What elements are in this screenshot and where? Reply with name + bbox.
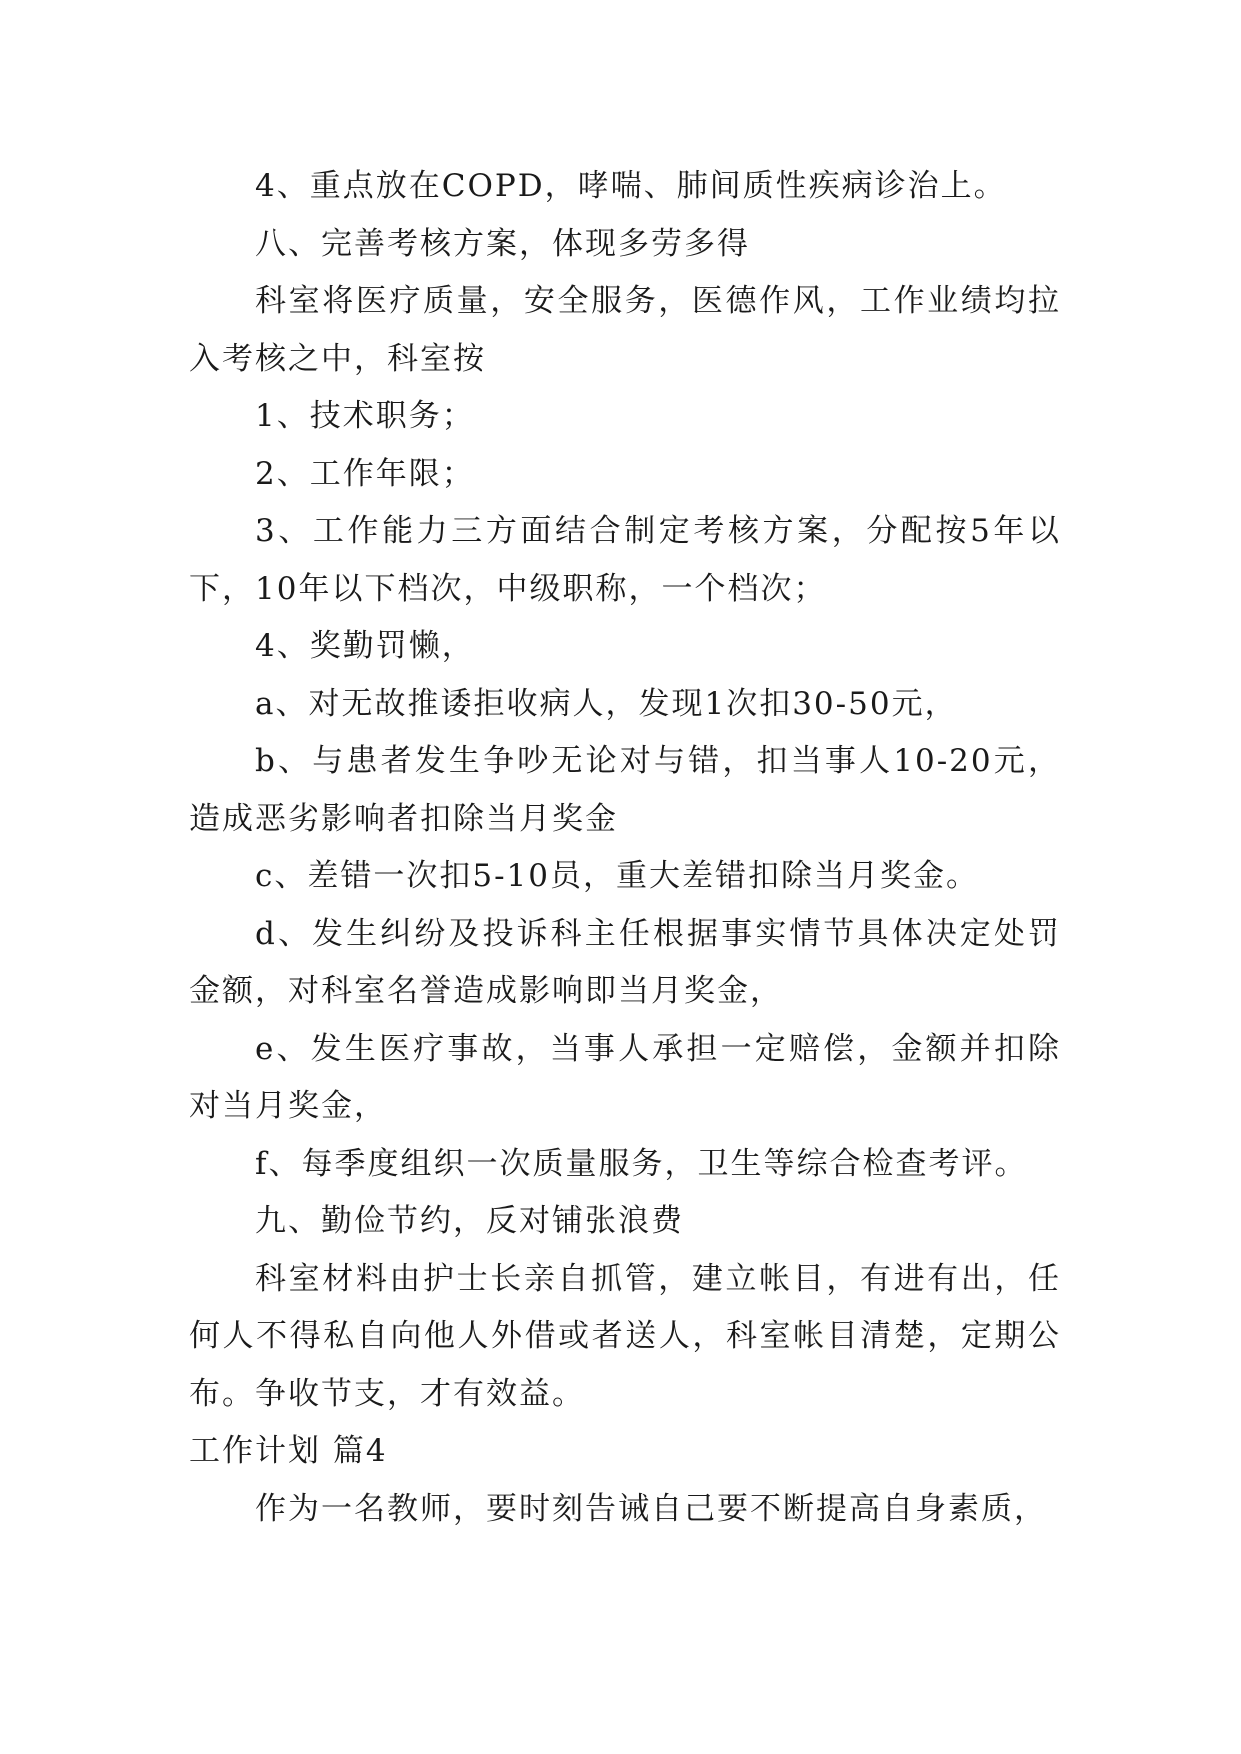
rule-item-d: d、发生纠纷及投诉科主任根据事实情节具体决定处罚金额，对科室名誉造成影响即当月奖金， — [189, 915, 1061, 1009]
paragraph-copd-focus: 4、重点放在COPD，哮喘、肺间质性疾病诊治上。 — [255, 168, 1007, 204]
rule-item-c: c、差错一次扣5-10员，重大差错扣除当月奖金。 — [255, 858, 980, 894]
paragraph-assessment-scope: 科室将医疗质量，安全服务，医德作风，工作业绩均拉入考核之中，科室按 — [189, 283, 1061, 377]
list-item-reward-punish: 4、奖勤罚懒， — [255, 628, 475, 664]
document-body — [189, 158, 1061, 1538]
section-heading-eight: 八、完善考核方案，体现多劳多得 — [255, 225, 750, 262]
rule-item-f: f、每季度组织一次质量服务，卫生等综合检查考评。 — [255, 1145, 1028, 1182]
list-item-work-years: 2、工作年限； — [255, 455, 475, 492]
rule-item-b: b、与患者发生争吵无论对与错，扣当事人10-20元，造成恶劣影响者扣除当月奖金 — [189, 743, 1061, 837]
section-heading-nine: 九、勤俭节约，反对铺张浪费 — [255, 1203, 684, 1239]
paragraph-materials-management: 科室材料由护士长亲自抓管，建立帐目，有进有出，任何人不得私自向他人外借或者送人，科室帐目清楚，定期公布。争收节支，才有效益。 — [189, 1260, 1061, 1412]
rule-item-e: e、发生医疗事故，当事人承担一定赔偿，金额并扣除对当月奖金， — [189, 1030, 1061, 1124]
list-item-tech-position: 1、技术职务； — [255, 398, 475, 434]
paragraph-teacher-intro: 作为一名教师，要时刻告诫自己要不断提高自身素质， — [255, 1490, 1047, 1527]
list-item-work-ability: 3、工作能力三方面结合制定考核方案，分配按5年以下，10年以下档次，中级职称，一个档次； — [189, 513, 1061, 607]
rule-item-a: a、对无故推诿拒收病人，发现1次扣30-50元， — [255, 685, 958, 722]
plan-title-part-4: 工作计划 篇4 — [189, 1433, 388, 1469]
